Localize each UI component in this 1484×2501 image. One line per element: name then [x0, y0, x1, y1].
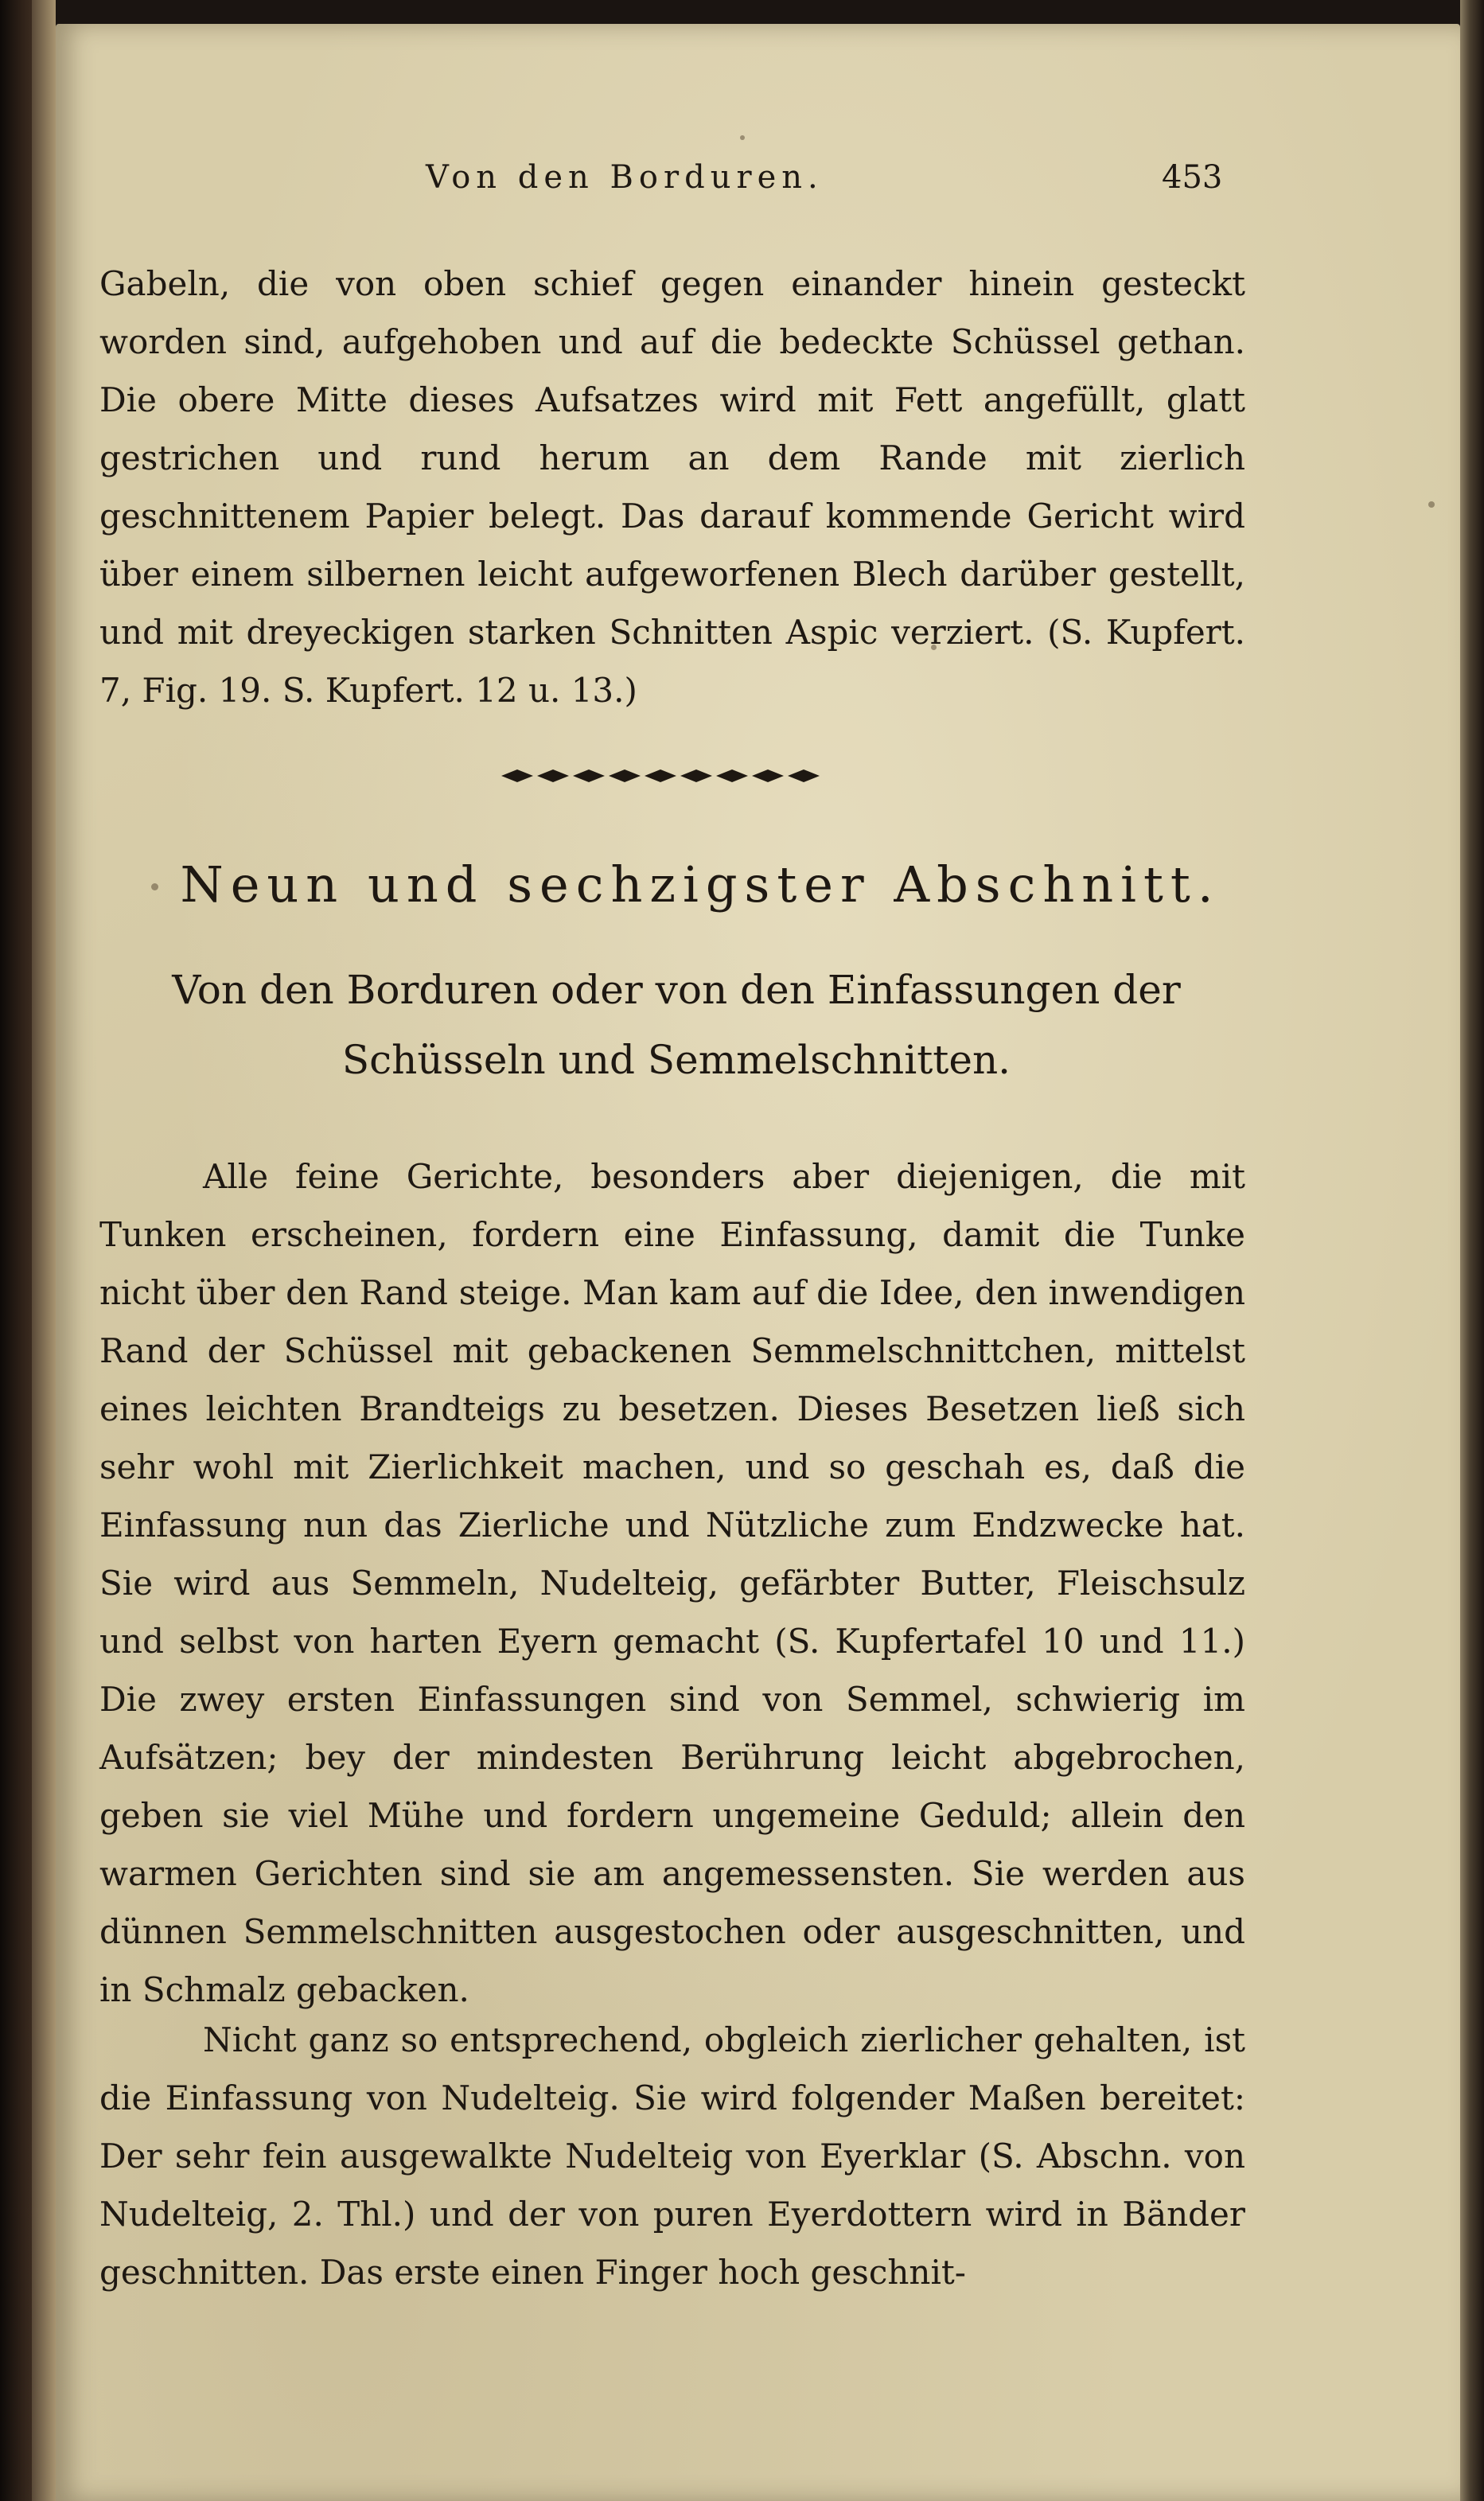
page-edge: [1460, 0, 1484, 2501]
chapter-title: Neun und sechzigster Abschnitt.: [180, 855, 1221, 914]
top-paragraph: Gabeln, die von oben schief gegen einander hinein gesteckt worden sind, aufgehoben und auf die bedeckte Schüssel gethan. Die obere Mitte dieses Aufsatzes wird mit Fett angefüllt, glatt gestrichen und rund herum an dem Rande mit zierlich geschnittenem Papier belegt. Das darauf kommende Gericht wird über einem silbernen leicht aufgeworfenen Blech darüber gestellt, und mit dreyeckigen starken Schnitten Aspic verziert. (S. Kupfert. 7, Fig. 19. S. Kupfert. 12 u. 13.): [99, 264, 1245, 710]
paragraph: Nicht ganz so entsprechend, obgleich zierlicher gehalten, ist die Einfassung von Nudelteig. Sie wird folgender Maßen bereitet: Der sehr fein ausgewalkte Nudelteig von Eyerklar (S. Abschn. von Nudelteig, 2. Thl.) und der von puren Eyerdottern wird in Bänder geschnitten. Das erste einen Finger hoch geschnit-: [99, 2020, 1245, 2292]
paper-speck: [1428, 501, 1435, 508]
chapter-subtitle: Von den Borduren oder von den Einfassungen der Schüsseln und Semmelschnitten.: [172, 967, 1181, 1083]
page-number: 453: [1162, 159, 1223, 196]
paragraph: Alle feine Gerichte, besonders aber diejenigen, die mit Tunken erscheinen, fordern eine Einfassung, damit die Tunke nicht über den Rand steige. Man kam auf die Idee, den inwendigen Rand der Schüssel mit gebackenen Semmelschnittchen, mittelst eines leichten Brandteigs zu besetzen. Dieses Besetzen ließ sich sehr wohl mit Zierlichkeit machen, und so geschah es, daß die Einfassung nun das Zierliche und Nützliche zum Endzwecke hat. Sie wird aus Semmeln, Nudelteig, gefärbter Butter, Fleischsulz und selbst von harten Eyern gemacht (S. Kupfertafel 10 und 11.) Die zwey ersten Einfassungen sind von Semmel, schwierig im Aufsätzen; bey der mindesten Berührung leicht abgebrochen, geben sie viel Mühe und fordern ungemeine Geduld; allein den warmen Gerichten sind sie am angemessensten. Sie werden aus dünnen Semmelschnitten ausgestochen oder ausgeschnitten, und in Schmalz gebacken.: [99, 1157, 1245, 2009]
section-divider-ornament: [501, 760, 820, 792]
page-gutter: [32, 0, 56, 2501]
page-header: [56, 159, 1460, 207]
running-head: Von den Borduren.: [426, 159, 824, 196]
book-page: [56, 24, 1460, 2501]
paper-speck: [151, 883, 158, 890]
paper-speck: [740, 135, 745, 140]
paper-speck: [931, 645, 937, 650]
book-binding: [0, 0, 32, 2501]
